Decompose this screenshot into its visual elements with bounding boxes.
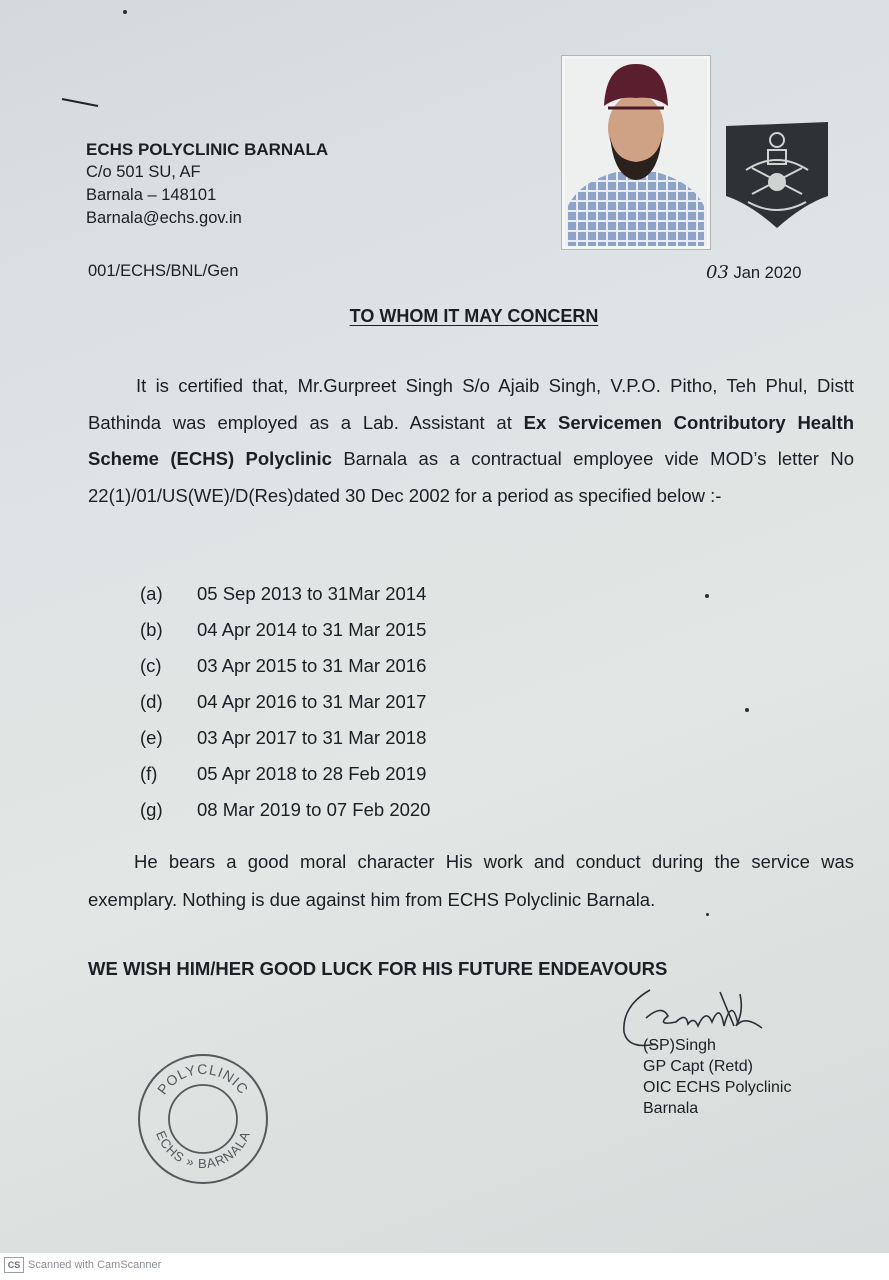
seal-text-bottom: ECHS » BARNALA	[153, 1128, 253, 1172]
reference-number: 001/ECHS/BNL/Gen	[88, 262, 239, 280]
list-item	[140, 720, 430, 756]
svg-text:ECHS » BARNALA	[153, 1129, 253, 1171]
svg-text:POLYCLINIC	[154, 1061, 252, 1097]
camscanner-watermark	[4, 1257, 161, 1273]
letter-date	[706, 262, 801, 283]
list-item	[140, 756, 430, 792]
list-item-label: (g)	[140, 799, 163, 820]
list-item-text: 04 Apr 2014 to 31 Mar 2015	[197, 619, 427, 640]
character-paragraph: He bears a good moral character His work and conduct during the service was exemplary. Nothing is due against him from ECHS Polyclinic Barnala.	[88, 851, 854, 910]
pen-stroke-mark	[60, 96, 100, 108]
list-item	[140, 792, 430, 828]
list-item-text: 08 Mar 2019 to 07 Feb 2020	[197, 799, 431, 820]
date-day-handwritten: 03	[706, 262, 729, 283]
signatory-designation: OIC ECHS Polyclinic	[643, 1079, 792, 1096]
ink-speck	[705, 594, 709, 598]
list-item-label: (e)	[140, 727, 163, 748]
signatory-name: (SP)Singh	[643, 1037, 716, 1054]
para1-bold-scheme: Ex Servicemen Contributory Health Scheme (ECHS) Polyclinic	[88, 411, 854, 469]
list-item-text: 05 Sep 2013 to 31Mar 2014	[197, 583, 427, 604]
seal-text-top: POLYCLINIC	[153, 1060, 253, 1098]
address-line-1: C/o 501 SU, AF	[86, 163, 201, 181]
list-item-text: 05 Apr 2018 to 28 Feb 2019	[197, 763, 427, 784]
para1-text-a: It is certified that, Mr.Gurpreet Singh S/o Ajaib Singh, V.P.O. Pitho, Teh Phul, Distt Bathinda was employed as a Lab. Assistant at	[88, 375, 854, 433]
signatory-block	[643, 1035, 791, 1119]
list-item-text: 03 Apr 2015 to 31 Mar 2016	[197, 655, 427, 676]
list-item-label: (a)	[140, 583, 163, 604]
camscanner-text: Scanned with CamScanner	[28, 1259, 162, 1271]
list-item-label: (b)	[140, 619, 163, 640]
ink-speck	[745, 708, 749, 712]
list-item-label: (d)	[140, 691, 163, 712]
address-line-2: Barnala – 148101	[86, 186, 217, 204]
certificate-paragraph	[88, 368, 854, 514]
list-item	[140, 612, 430, 648]
list-item	[140, 576, 430, 612]
letter-heading: TO WHOM IT MAY CONCERN	[349, 306, 599, 326]
passport-photo	[561, 55, 711, 250]
list-item-label: (f)	[140, 763, 158, 784]
polyclinic-seal-stamp	[134, 1050, 272, 1188]
date-month-year: Jan 2020	[733, 264, 802, 282]
letterhead-address	[86, 138, 328, 230]
camscanner-logo-icon: CS	[4, 1257, 24, 1273]
list-item-text: 03 Apr 2017 to 31 Mar 2018	[197, 727, 427, 748]
army-emblem-icon	[724, 120, 830, 228]
list-item	[140, 684, 430, 720]
list-item-label: (c)	[140, 655, 162, 676]
list-item-text: 04 Apr 2016 to 31 Mar 2017	[197, 691, 427, 712]
signatory-rank: GP Capt (Retd)	[643, 1058, 753, 1075]
signatory-place: Barnala	[643, 1100, 699, 1117]
employment-periods-list	[140, 576, 430, 828]
org-name: ECHS POLYCLINIC BARNALA	[86, 140, 329, 159]
person-photo-icon	[562, 56, 710, 249]
para1-text-b: Barnala as a contractual employee vide MOD’s letter No 22(1)/01/US(WE)/D(Res)dated 30 Dec 2002 for a period as specified below :-	[88, 448, 854, 506]
list-item	[140, 648, 430, 684]
email-address: Barnala@echs.gov.in	[86, 209, 242, 227]
ink-speck	[123, 10, 127, 14]
good-luck-line: WE WISH HIM/HER GOOD LUCK FOR HIS FUTURE ENDEAVOURS	[88, 958, 668, 979]
